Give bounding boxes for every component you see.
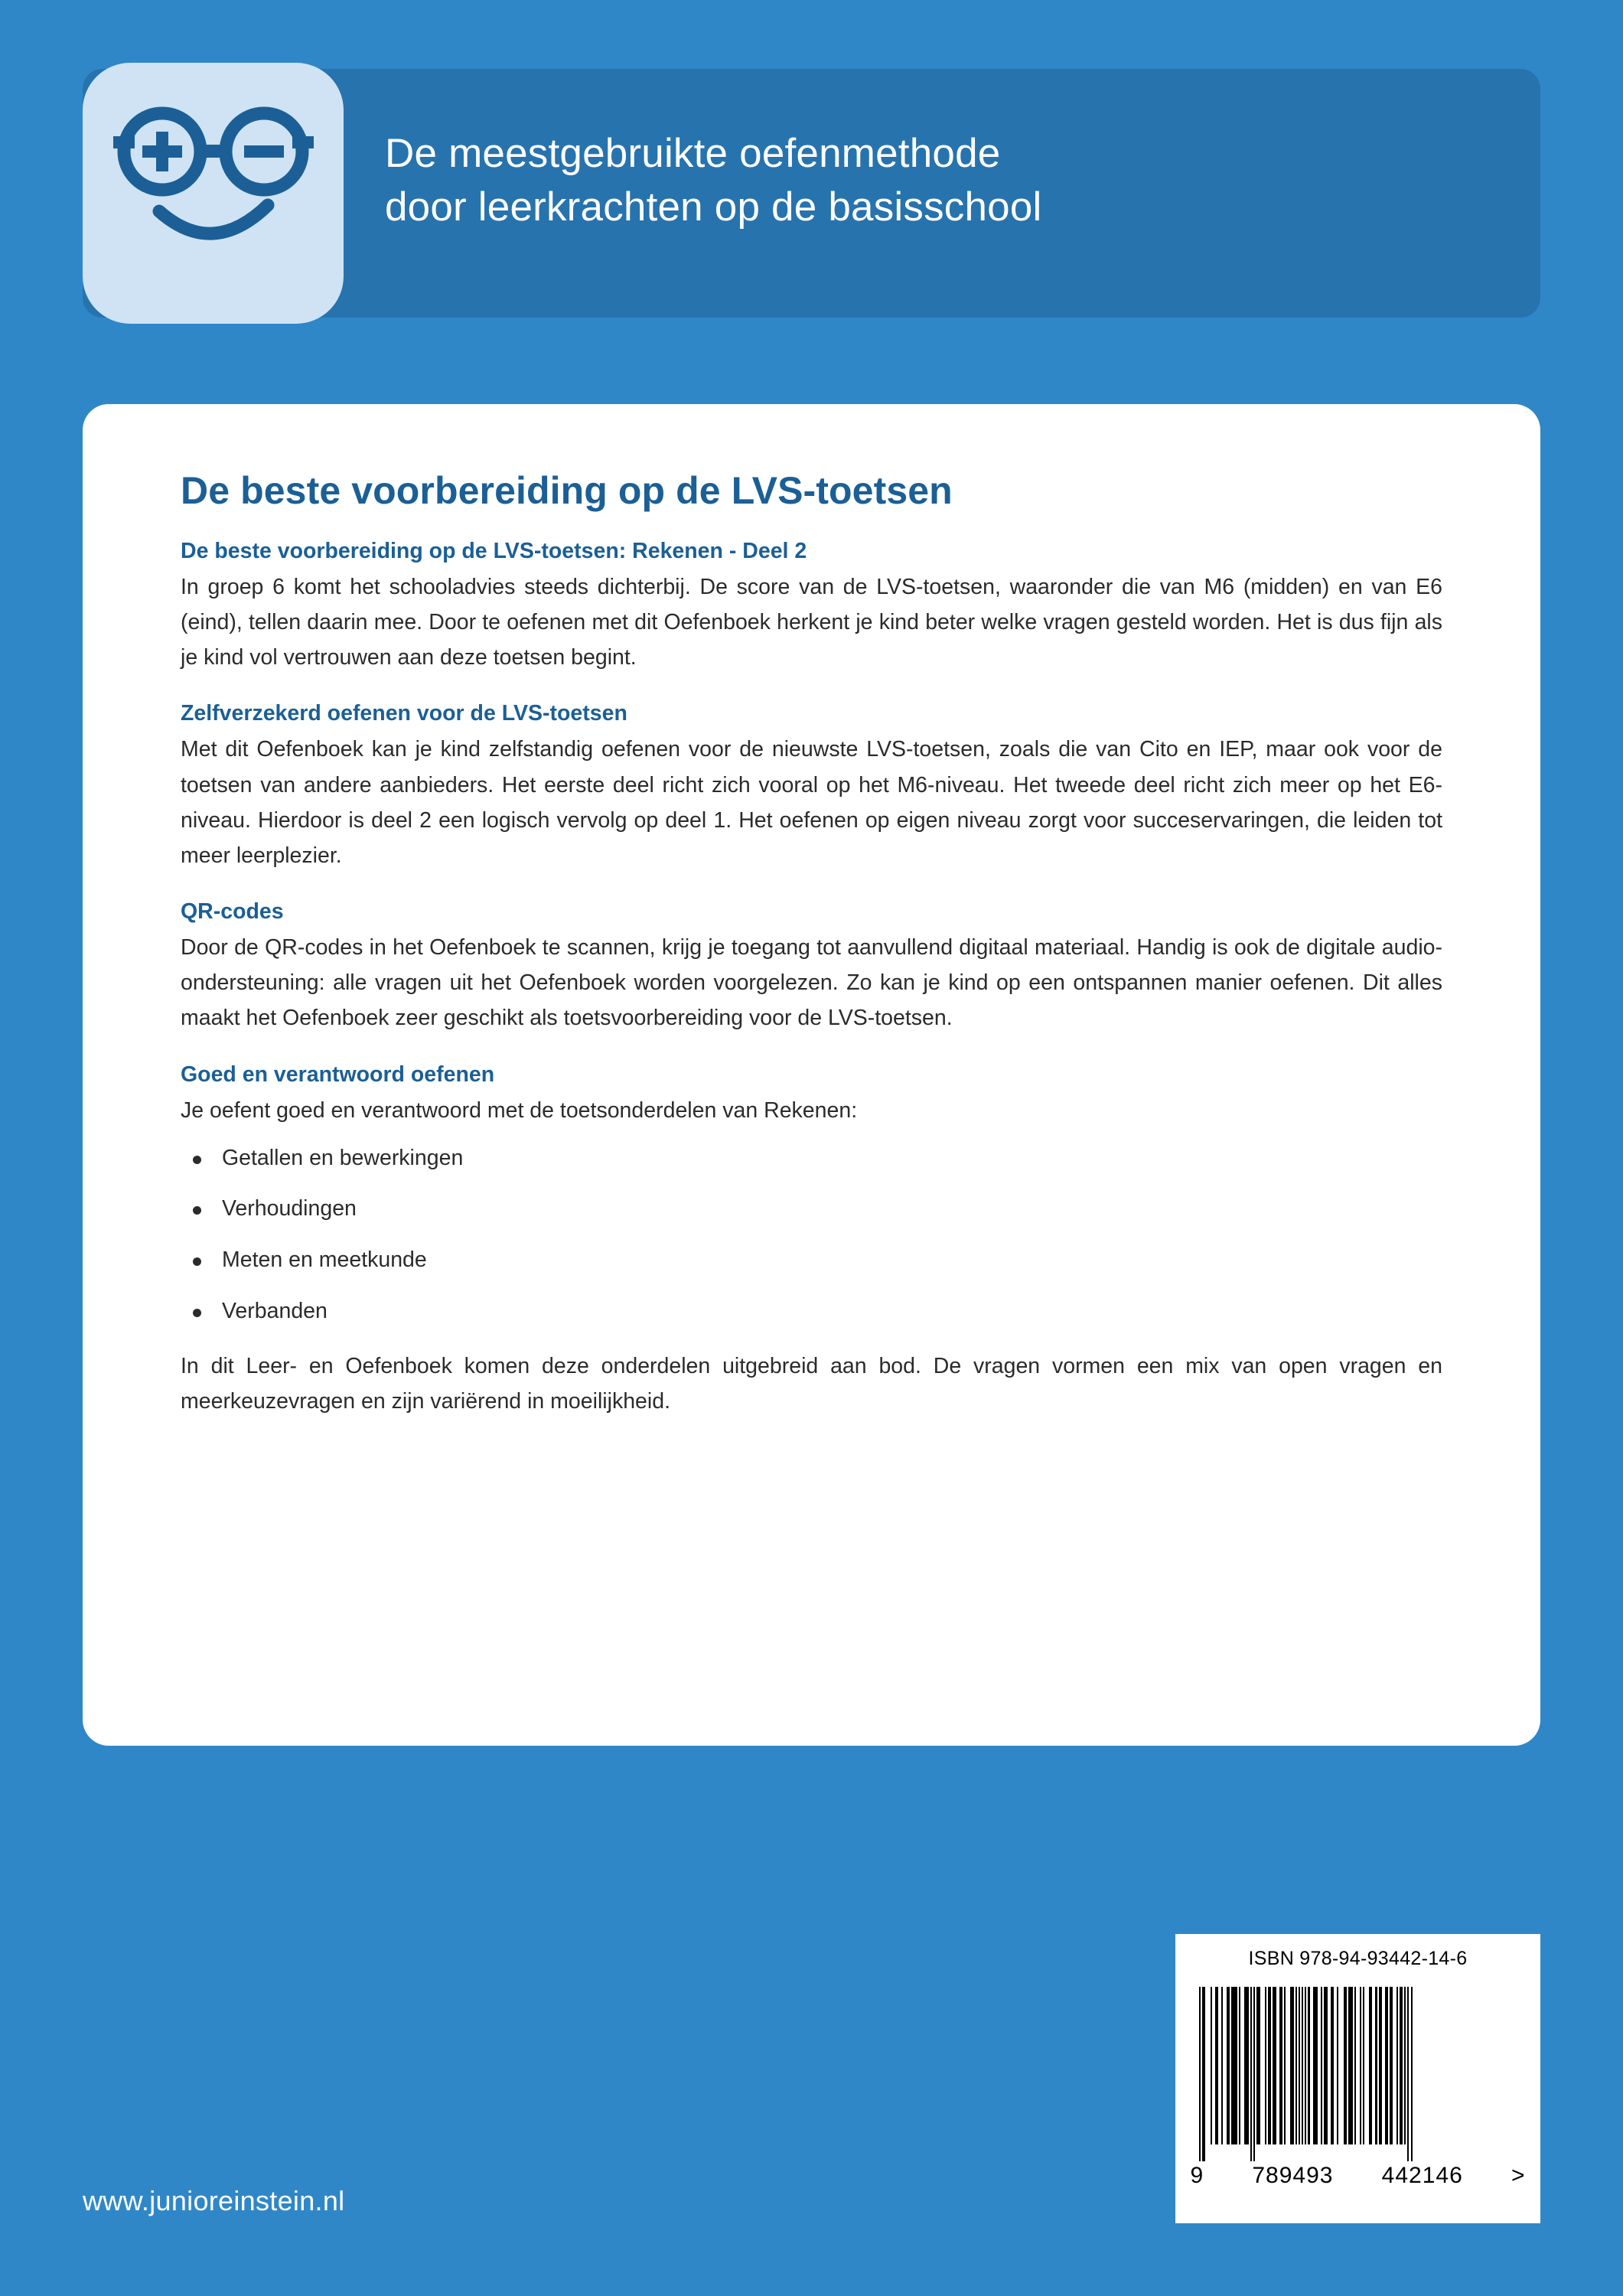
section-body: In groep 6 komt het schooladvies steeds dichterbij. De score van de LVS-toetsen, waaronder die van M6 (midden) en van E6 (eind), tellen daarin mee. Door te oefenen met dit Oefenboek herkent je kind beter welke vragen gesteld worden. Het is dus fijn als je kind vol vertrouwen aan deze toetsen begint. [181,575,1442,670]
barcode-digit-group-left: 9 [1190,2163,1204,2188]
section-goed-en-verantwoord [181,1062,1442,1128]
section-qr-codes [181,899,1442,1035]
list-item: Meten en meetkunde [181,1247,1442,1274]
section-heading: De beste voorbereiding op de LVS-toetsen: Rekenen - Deel 2 [181,539,807,563]
banner-heading [385,127,1041,235]
section-body: Door de QR-codes in het Oefenboek te scannen, krijg je toegang tot aanvullend digitaal materiaal. Handig is ook de digitale audio-ondersteuning: alle vragen uit het Oefenboek worden voorgelezen. Zo kan je kind op een ontspannen manier oefenen. Dit alles maakt het Oefenboek zeer geschikt als toetsvoorbereiding voor de LVS-toetsen. [181,935,1442,1031]
logo-tile [83,63,344,324]
section-rekenen-deel-2 [181,539,1442,675]
list-item: Getallen en bewerkingen [181,1145,1442,1172]
barcode-digit-group-end: > [1511,2163,1526,2188]
list-item: Verbanden [181,1298,1442,1326]
website-url[interactable]: www.junioreinstein.nl [83,2185,345,2216]
section-body: Met dit Oefenboek kan je kind zelfstandig oefenen voor de nieuwste LVS-toetsen, zoals die van Cito en IEP, maar ook voor de toetsen van andere aanbieders. Het eerste deel richt zich vooral op het M6-niveau. Het tweede deel richt zich meer op het E6-niveau. Hierdoor is deel 2 een logisch vervolg op deel 1. Het oefenen op eigen niveau zorgt voor succeservaringen, die leiden tot meer leerplezier. [181,737,1442,868]
barcode-digit-group-right: 442146 [1381,2163,1463,2188]
section-zelfverzekerd-oefenen [181,701,1442,873]
list-item: Verhoudingen [181,1195,1442,1223]
barcode-digits [1191,2163,1526,2189]
content-card [83,404,1540,1746]
toetsonderdelen-list [181,1145,1442,1326]
section-body: Je oefent goed en verantwoord met de toetsonderdelen van Rekenen: [181,1097,858,1123]
section-heading: QR-codes [181,899,284,925]
isbn-label: ISBN 978-94-93442-14-6 [1248,1948,1468,1969]
barcode-block [1175,1934,1540,2223]
top-banner [83,69,1540,318]
barcode-digit-group-mid: 789493 [1252,2163,1334,2188]
page-title: De beste voorbereiding op de LVS-toetsen [181,469,953,512]
closing-paragraph: In dit Leer- en Oefenboek komen deze onderdelen uitgebreid aan bod. De vragen vormen een mix van open vragen en meerkeuzevragen en zijn variërend in moeilijkheid. [181,1354,1442,1414]
banner-line-1: De meestgebruikte oefenmethode [385,131,1001,176]
section-heading: Zelfverzekerd oefenen voor de LVS-toetsen [181,701,627,726]
barcode-bars [1199,1987,1517,2161]
banner-line-2: door leerkrachten op de basisschool [385,184,1042,230]
section-heading: Goed en verantwoord oefenen [181,1062,495,1087]
glasses-smiley-plus-minus-icon [112,104,315,272]
